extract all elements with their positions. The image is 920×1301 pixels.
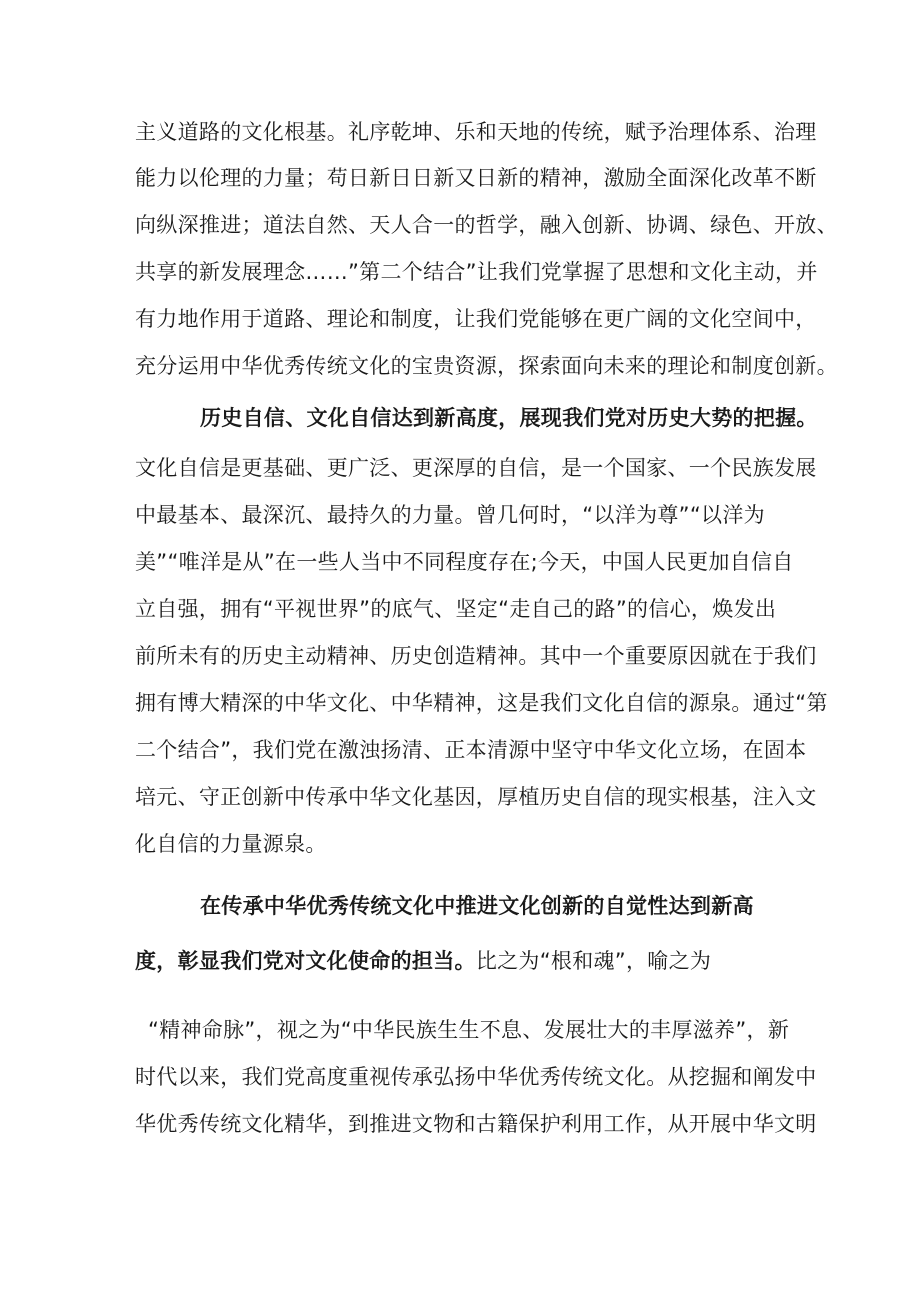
paragraph-line: 化自信的力量源泉。 (135, 832, 327, 856)
paragraph-line: 共享的新发展理念……”第二个结合”让我们党掌握了思想和文化主动，并 (135, 260, 818, 284)
paragraph-line: “精神命脉”，视之为“中华民族生生不息、发展壮大的丰厚滋养”，新 (148, 1018, 790, 1042)
paragraph-line: 培元、守正创新中传承中华文化基因，厚植历史自信的现实根基，注入文 (135, 785, 817, 809)
paragraph-line: 前所未有的历史主动精神、历史创造精神。其中一个重要原因就在于我们 (135, 644, 817, 668)
paragraph-line: 有力地作用于道路、理论和制度，让我们党能够在更广阔的文化空间中， (135, 307, 817, 331)
paragraph-line: 美”“唯洋是从”在一些人当中不同程度存在;今天，中国人民更加自信自 (135, 550, 794, 574)
paragraph-line: 主义道路的文化根基。礼序乾坤、乐和天地的传统，赋予治理体系、治理 (135, 120, 817, 144)
paragraph-line: 二个结合”，我们党在激浊扬清、正本清源中坚守中华文化立场，在固本 (135, 738, 807, 762)
paragraph-line: 华优秀传统文化精华，到推进文物和古籍保护利用工作，从开展中华文明 (135, 1112, 817, 1136)
paragraph-line: 能力以伦理的力量；苟日新日日新又日新的精神，激励全面深化改革不断 (135, 166, 817, 190)
heading-bold-part: 度，彰显我们党对文化使命的担当。 (135, 949, 476, 973)
section-heading-cultural-innovation: 在传承中华优秀传统文化中推进文化创新的自觉性达到新高 (200, 894, 754, 918)
paragraph-line: 充分运用中华优秀传统文化的宝贵资源，探索面向未来的理论和制度创新。 (135, 354, 838, 378)
paragraph-line: 时代以来，我们党高度重视传承弘扬中华优秀传统文化。从挖掘和阐发中 (135, 1065, 817, 1089)
heading-continuation-line (135, 946, 711, 976)
paragraph-line: 中最基本、最深沉、最持久的力量。曾几何时，“以洋为尊”“以洋为 (135, 503, 765, 527)
paragraph-line: 立自强，拥有“平视世界”的底气、坚定“走自己的路”的信心，焕发出 (135, 597, 777, 621)
section-heading-history-confidence: 历史自信、文化自信达到新高度，展现我们党对历史大势的把握。 (200, 406, 818, 430)
paragraph-line: 向纵深推进；道法自然、天人合一的哲学，融入创新、协调、绿色、开放、 (135, 213, 838, 237)
heading-rest-part: 比之为“根和魂”，喻之为 (475, 949, 712, 973)
paragraph-line: 拥有博大精深的中华文化、中华精神，这是我们文化自信的源泉。通过“第 (135, 691, 828, 715)
paragraph-line: 文化自信是更基础、更广泛、更深厚的自信，是一个国家、一个民族发展 (135, 456, 817, 480)
